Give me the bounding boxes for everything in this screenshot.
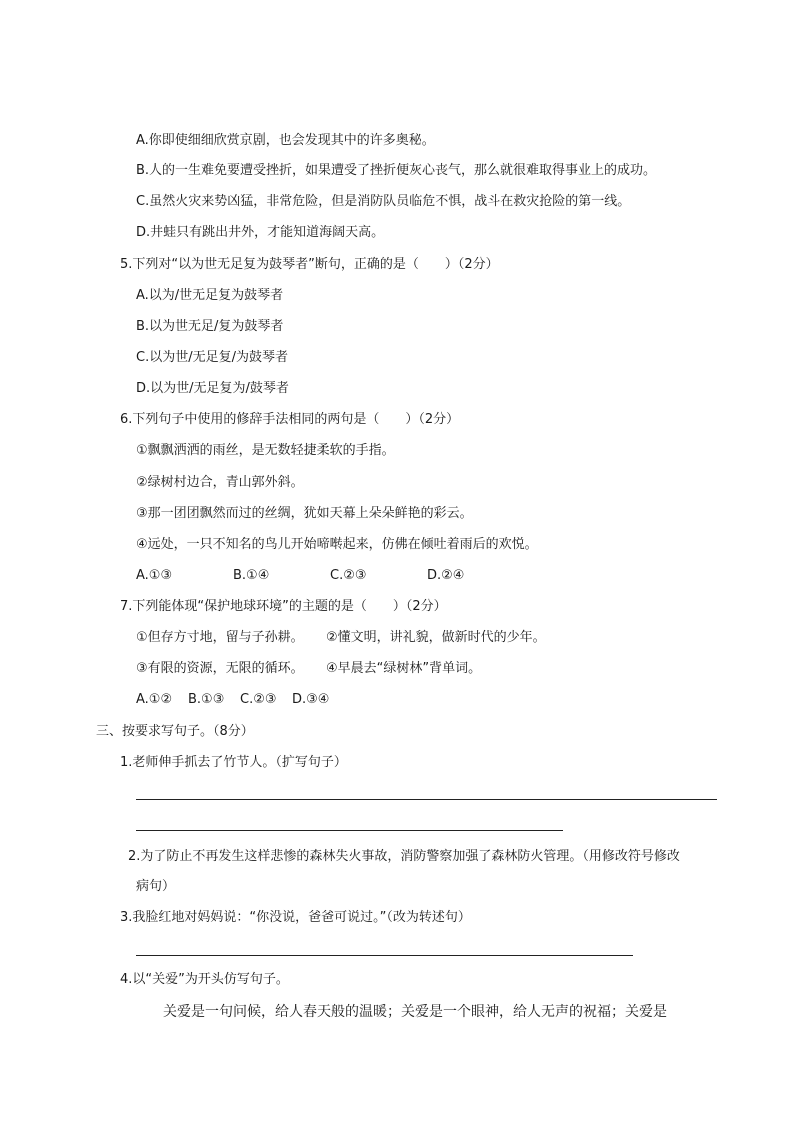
q5-option-d: D.以为世/无足复为/鼓琴者 [136, 381, 289, 396]
q6-sentence-1: ①飘飘洒洒的雨丝，是无数轻捷柔软的手指。 [136, 443, 395, 458]
q6-sentence-3: ③那一团团飘然而过的丝绸，犹如天幕上朵朵鲜艳的彩云。 [136, 506, 473, 521]
q7-row-2 [136, 660, 481, 678]
s3-item-1: 1.老师伸手抓去了竹节人。（扩写句子） [120, 755, 347, 770]
q7-option-d: D.③④ [292, 692, 330, 707]
section-3-heading: 三、按要求写句子。（8分） [96, 724, 254, 739]
q6-option-b: B.①④ [233, 568, 270, 583]
q6-option-c: C.②③ [330, 568, 367, 583]
q4-option-a: A.你即使细细欣赏京剧，也会发现其中的许多奥秘。 [136, 133, 435, 148]
q7-row-1 [136, 629, 546, 647]
s3-item-2-line-2: 病句） [136, 879, 176, 894]
answer-line-3 [136, 955, 633, 956]
q4-option-c: C.虽然火灾来势凶猛，非常危险，但是消防队员临危不惧，战斗在救灾抢险的第一线。 [136, 194, 631, 209]
q6-options [136, 567, 464, 585]
q6-stem: 6.下列句子中使用的修辞手法相同的两句是（ ）（2分） [120, 412, 460, 427]
q7-sentence-2: ②懂文明，讲礼貌，做新时代的少年。 [326, 630, 546, 645]
q5-option-b: B.以为世无足/复为鼓琴者 [136, 319, 284, 334]
q5-option-c: C.以为世/无足复/为鼓琴者 [136, 350, 288, 365]
s3-item-3: 3.我脸红地对妈妈说：“你没说，爸爸可说过。”（改为转述句） [120, 910, 471, 925]
q6-sentence-4: ④远处，一只不知名的鸟儿开始啼啭起来，仿佛在倾吐着雨后的欢悦。 [136, 537, 538, 552]
answer-line-1a [136, 799, 717, 800]
q4-option-d: D.井蛙只有跳出井外，才能知道海阔天高。 [136, 225, 385, 240]
q7-option-c: C.②③ [240, 692, 277, 707]
q7-sentence-4: ④早晨去“绿树林”背单词。 [326, 661, 482, 676]
s3-item-4-example: 关爱是一句问候，给人春天般的温暖；关爱是一个眼神，给人无声的祝福；关爱是 [163, 1004, 667, 1020]
q7-option-a: A.①② [136, 692, 173, 707]
q7-stem: 7.下列能体现“保护地球环境”的主题的是（ ）（2分） [120, 599, 447, 614]
answer-line-1b [136, 830, 563, 831]
q7-sentence-3: ③有限的资源，无限的循环。 [136, 661, 304, 676]
q7-options [136, 691, 329, 709]
q6-option-d: D.②④ [427, 568, 465, 583]
q6-sentence-2: ②绿树村边合，青山郭外斜。 [136, 475, 304, 490]
q6-option-a: A.①③ [136, 568, 173, 583]
q4-option-b: B.人的一生难免要遭受挫折，如果遭受了挫折便灰心丧气，那么就很难取得事业上的成功。 [136, 163, 657, 178]
s3-item-4: 4.以“关爱”为开头仿写句子。 [120, 972, 289, 987]
s3-item-2-line-1: 2.为了防止不再发生这样悲惨的森林失火事故，消防警察加强了森林防火管理。（用修改符号修改 [128, 849, 680, 864]
q7-option-b: B.①③ [188, 692, 225, 707]
q5-stem: 5.下列对“以为世无足复为鼓琴者”断句，正确的是（ ）（2分） [120, 257, 499, 272]
q7-sentence-1: ①但存方寸地，留与子孙耕。 [136, 630, 304, 645]
q5-option-a: A.以为/世无足复为鼓琴者 [136, 288, 284, 303]
